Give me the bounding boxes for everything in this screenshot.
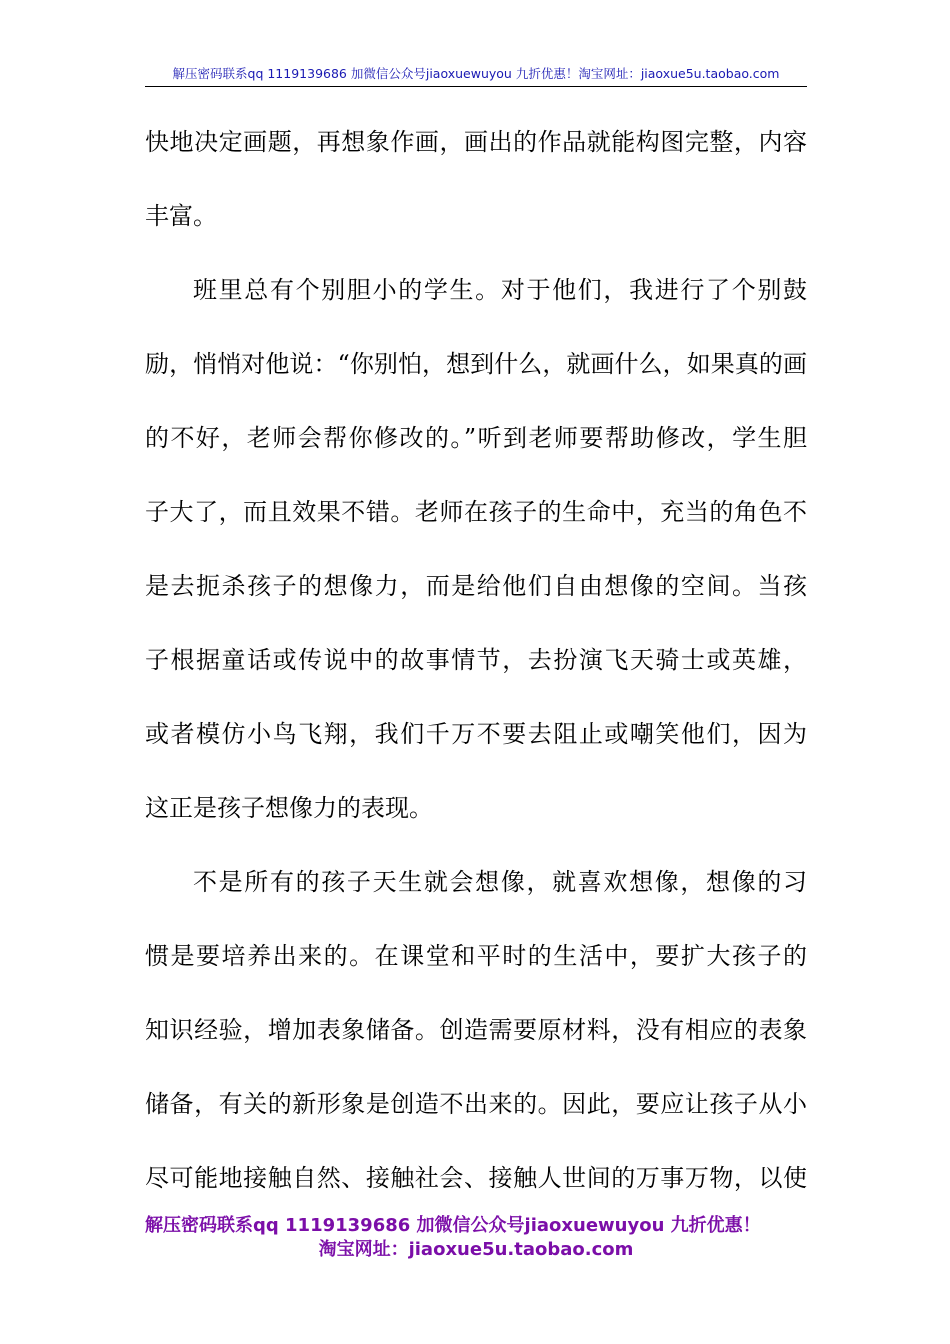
header-text: 解压密码联系qq 1119139686 加微信公众号jiaoxuewuyou 九折优惠！淘宝网址：jiaoxue5u.taobao.com: [172, 66, 780, 81]
footer-line-1: 解压密码联系qq 1119139686 加微信公众号jiaoxuewuyou 九折优惠！: [145, 1215, 761, 1236]
text-line: 知识经验，增加表象储备。创造需要原材料，没有相应的表象: [145, 1016, 807, 1044]
text-line: 子大了，而且效果不错。老师在孩子的生命中，充当的角色不: [145, 498, 807, 526]
text-line: 励，悄悄对他说：“你别怕，想到什么，就画什么，如果真的画: [145, 350, 807, 378]
paragraph-first-line: 不是所有的孩子天生就会想像，就喜欢想像，想像的习: [193, 868, 807, 896]
text-line: 丰富。: [145, 202, 217, 230]
text-line: 储备，有关的新形象是创造不出来的。因此，要应让孩子从小: [145, 1090, 807, 1118]
text-line: 尽可能地接触自然、接触社会、接触人世间的万事万物，以使: [145, 1164, 807, 1192]
page-header: [145, 64, 807, 87]
text-line: 快地决定画题，再想象作画，画出的作品就能构图完整，内容: [145, 128, 807, 156]
paragraph-first-line: 班里总有个别胆小的学生。对于他们，我进行了个别鼓: [193, 276, 807, 304]
document-body: [145, 105, 807, 1215]
text-line: 的不好，老师会帮你修改的。”听到老师要帮助修改，学生胆: [145, 424, 807, 452]
text-line: 这正是孩子想像力的表现。: [145, 794, 433, 822]
footer-line-2: 淘宝网址：jiaoxue5u.taobao.com: [318, 1239, 634, 1260]
text-line: 是去扼杀孩子的想像力，而是给他们自由想像的空间。当孩: [145, 572, 807, 600]
text-line: 子根据童话或传说中的故事情节，去扮演飞天骑士或英雄，: [145, 646, 807, 674]
page-footer: [145, 1214, 825, 1262]
text-line: 惯是要培养出来的。在课堂和平时的生活中，要扩大孩子的: [145, 942, 807, 970]
text-line: 或者模仿小鸟飞翔，我们千万不要去阻止或嘲笑他们，因为: [145, 720, 807, 748]
